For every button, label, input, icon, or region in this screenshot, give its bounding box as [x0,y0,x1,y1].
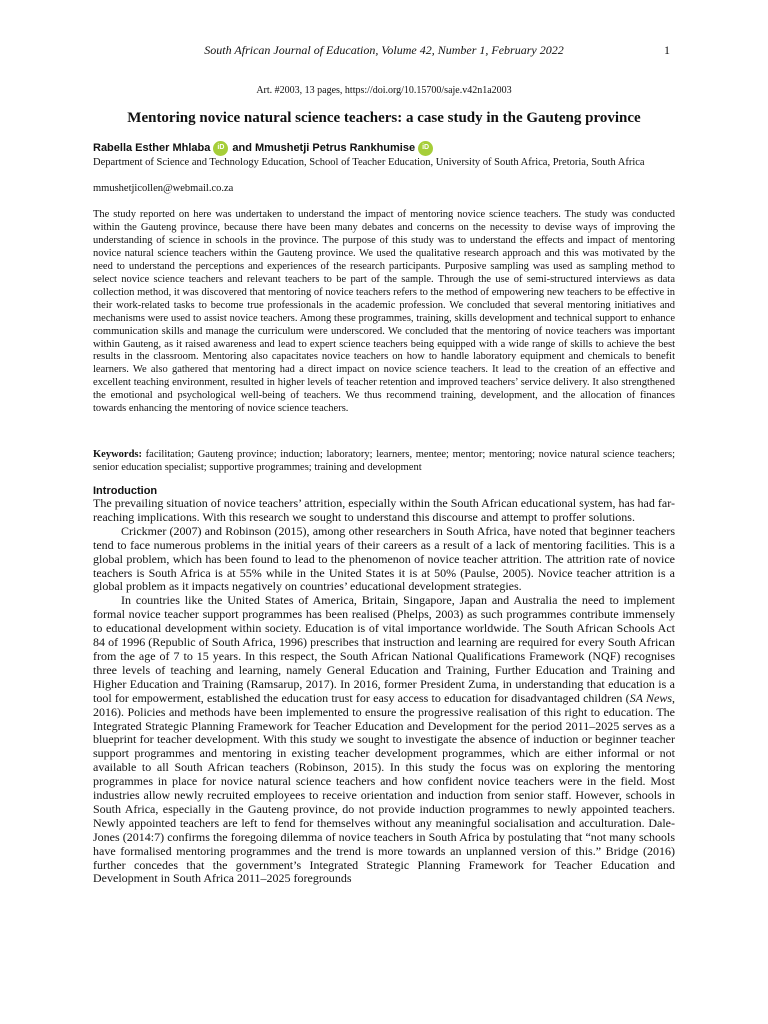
author-name-1: Rabella Esther Mhlaba [93,142,211,154]
author-affiliation: Department of Science and Technology Education, School of Teacher Education, University of South Africa, Pretoria, South Africa [93,157,645,168]
body-paragraph [93,594,675,886]
paragraph-text: In countries like the United States of America, Britain, Singapore, Japan and Australia the need to implement formal novice teacher support programmes has been realised (Phelps, 2003) as such programmes contribute immensely to educational development within society. Education is of vital importance worldwide. The South African Schools Act 84 of 1996 (Republic of South Africa, 1996) prescribes that instruction and learning are required for every South African from the age of 7 to 15 years. In this respect, the South African National Qualifications Framework (NQF) recognises three levels of teaching and learning, namely General Education and Training, Further Education and Training and Higher Education and Training (Ramsarup, 2017). In 2016, former President Zuma, in understanding that education is a tool for empowerment, established the education trust for easy access to education for disadvantaged children ( [93,593,675,705]
author-name-2: Mmushetji Petrus Rankhumise [254,142,416,154]
orcid-icon[interactable]: iD [418,141,433,156]
author-email[interactable]: mmushetjicollen@webmail.co.za [93,183,234,194]
section-heading-introduction: Introduction [93,485,158,497]
author-separator: and [232,142,252,154]
page-number: 1 [664,43,670,57]
author-list [93,140,675,156]
keywords-text: facilitation; Gauteng province; induction; laboratory; learners, mentee; mentor; mentoring; novice natural science teachers; senior education specialist; supportive programmes; training and development [93,449,676,473]
keywords-label: Keywords: [93,449,142,460]
orcid-icon[interactable]: iD [213,141,228,156]
paragraph-text: , 2016). Policies and methods have been implemented to ensure the progressive realisation of this right to education. The Integrated Strategic Planning Framework for Teacher Education and Development for the period 2011–2025 serves as a blueprint for teacher development. With this study we sought to investigate the absence of induction or beginner teacher support programmes and mentoring in existing teacher development programmes, which are either informal or not available to all South African teachers (Robinson, 2015). In this study the focus was on exploring the mentoring programmes in place for novice natural science teachers and how confident novice teachers were in the field. Most industries allow newly recruited employees to receive orientation and induction from senior staff. However, schools in South Africa, especially in the Gauteng province, do not provide induction programmes to newly appointed teachers. Newly appointed teachers are left to fend for themselves without any meaningful socialisation and acculturation. Dale-Jones (2014:7) confirms the foregoing dilemma of novice teachers in South Africa by postulating that “not many schools have formalised mentoring programmes and the trend is more towards an unplanned version of this.” Bridge (2016) further concedes that the government’s Integrated Strategic Planning Framework for Teacher Education and Development in South Africa 2011–2025 foregrounds [93,690,675,886]
introduction-body [93,497,675,886]
running-head: South African Journal of Education, Volume 42, Number 1, February 2022 [204,43,564,57]
body-paragraph: The prevailing situation of novice teachers’ attrition, especially within the South African educational system, has had far-reaching implications. With this research we sought to understand this discourse and attempt to proffer solutions. [93,496,675,524]
citation-source: SA News [629,690,672,705]
body-paragraph: Crickmer (2007) and Robinson (2015), among other researchers in South Africa, have noted that beginner teachers tend to face numerous problems in the initial years of their careers as a result of a lack of mentoring facilities. This is a global problem, which has been found to lead to the phenomenon of novice teacher attrition. The attrition rate of novice teachers is South Africa is at 55% while in the United States it is at 50% (Paulse, 2005). Novice teacher attrition is a global problem as it impacts negatively on countries’ educational development strategies. [93,523,675,594]
article-doi-line[interactable]: Art. #2003, 13 pages, https://doi.org/10.15700/saje.v42n1a2003 [256,85,512,96]
keywords [93,448,675,474]
abstract: The study reported on here was undertaken to understand the impact of mentoring novice science teachers. The study was conducted within the Gauteng province, because there have been many debates and concerns on the necessity to devise ways of improving the understanding of science in schools in the province. The purpose of this study was to understand the effects and impact of mentoring novice natural science teachers within the Gauteng province. We used the qualitative research approach and this was motivated by the need to understand the perceptions and experiences of the research participants. Purposive sampling was used as sampling method to select novice science teachers and relevant teachers to be part of the sample. Through the use of semi-structured interviews as data collection method, it was discovered that mentoring of novice teachers refers to the method of empowering new teachers to be effective in their work-related tasks to become true professionals in the academic profession. We concluded that several mentoring initiatives and mechanisms were used to assist novice teachers. Among these programmes, training, skills development and technical support to enhance communication skills and manage the curriculum were underscored. We concluded that the mentoring of novice teachers was important within Gauteng, as it raised awareness and lead to expert science teachers being equipped with a wide range of skills to achieve the best results in the classroom. Mentoring also capacitates novice teachers on how to handle laboratory equipment and chemicals to benefit learners. We also gathered that mentoring had a direct impact on novice science teachers. It lead to the creation of an effective and excellent teaching environment, resulted in higher levels of teacher retention and improved teachers’ service delivery. It also strengthened the emotional and psychological well-being of teachers. We thus recommend training, development, and the allocation of finances towards enhancing the mentoring of novice science teachers. [93,209,675,415]
article-title: Mentoring novice natural science teachers: a case study in the Gauteng province [127,110,641,126]
